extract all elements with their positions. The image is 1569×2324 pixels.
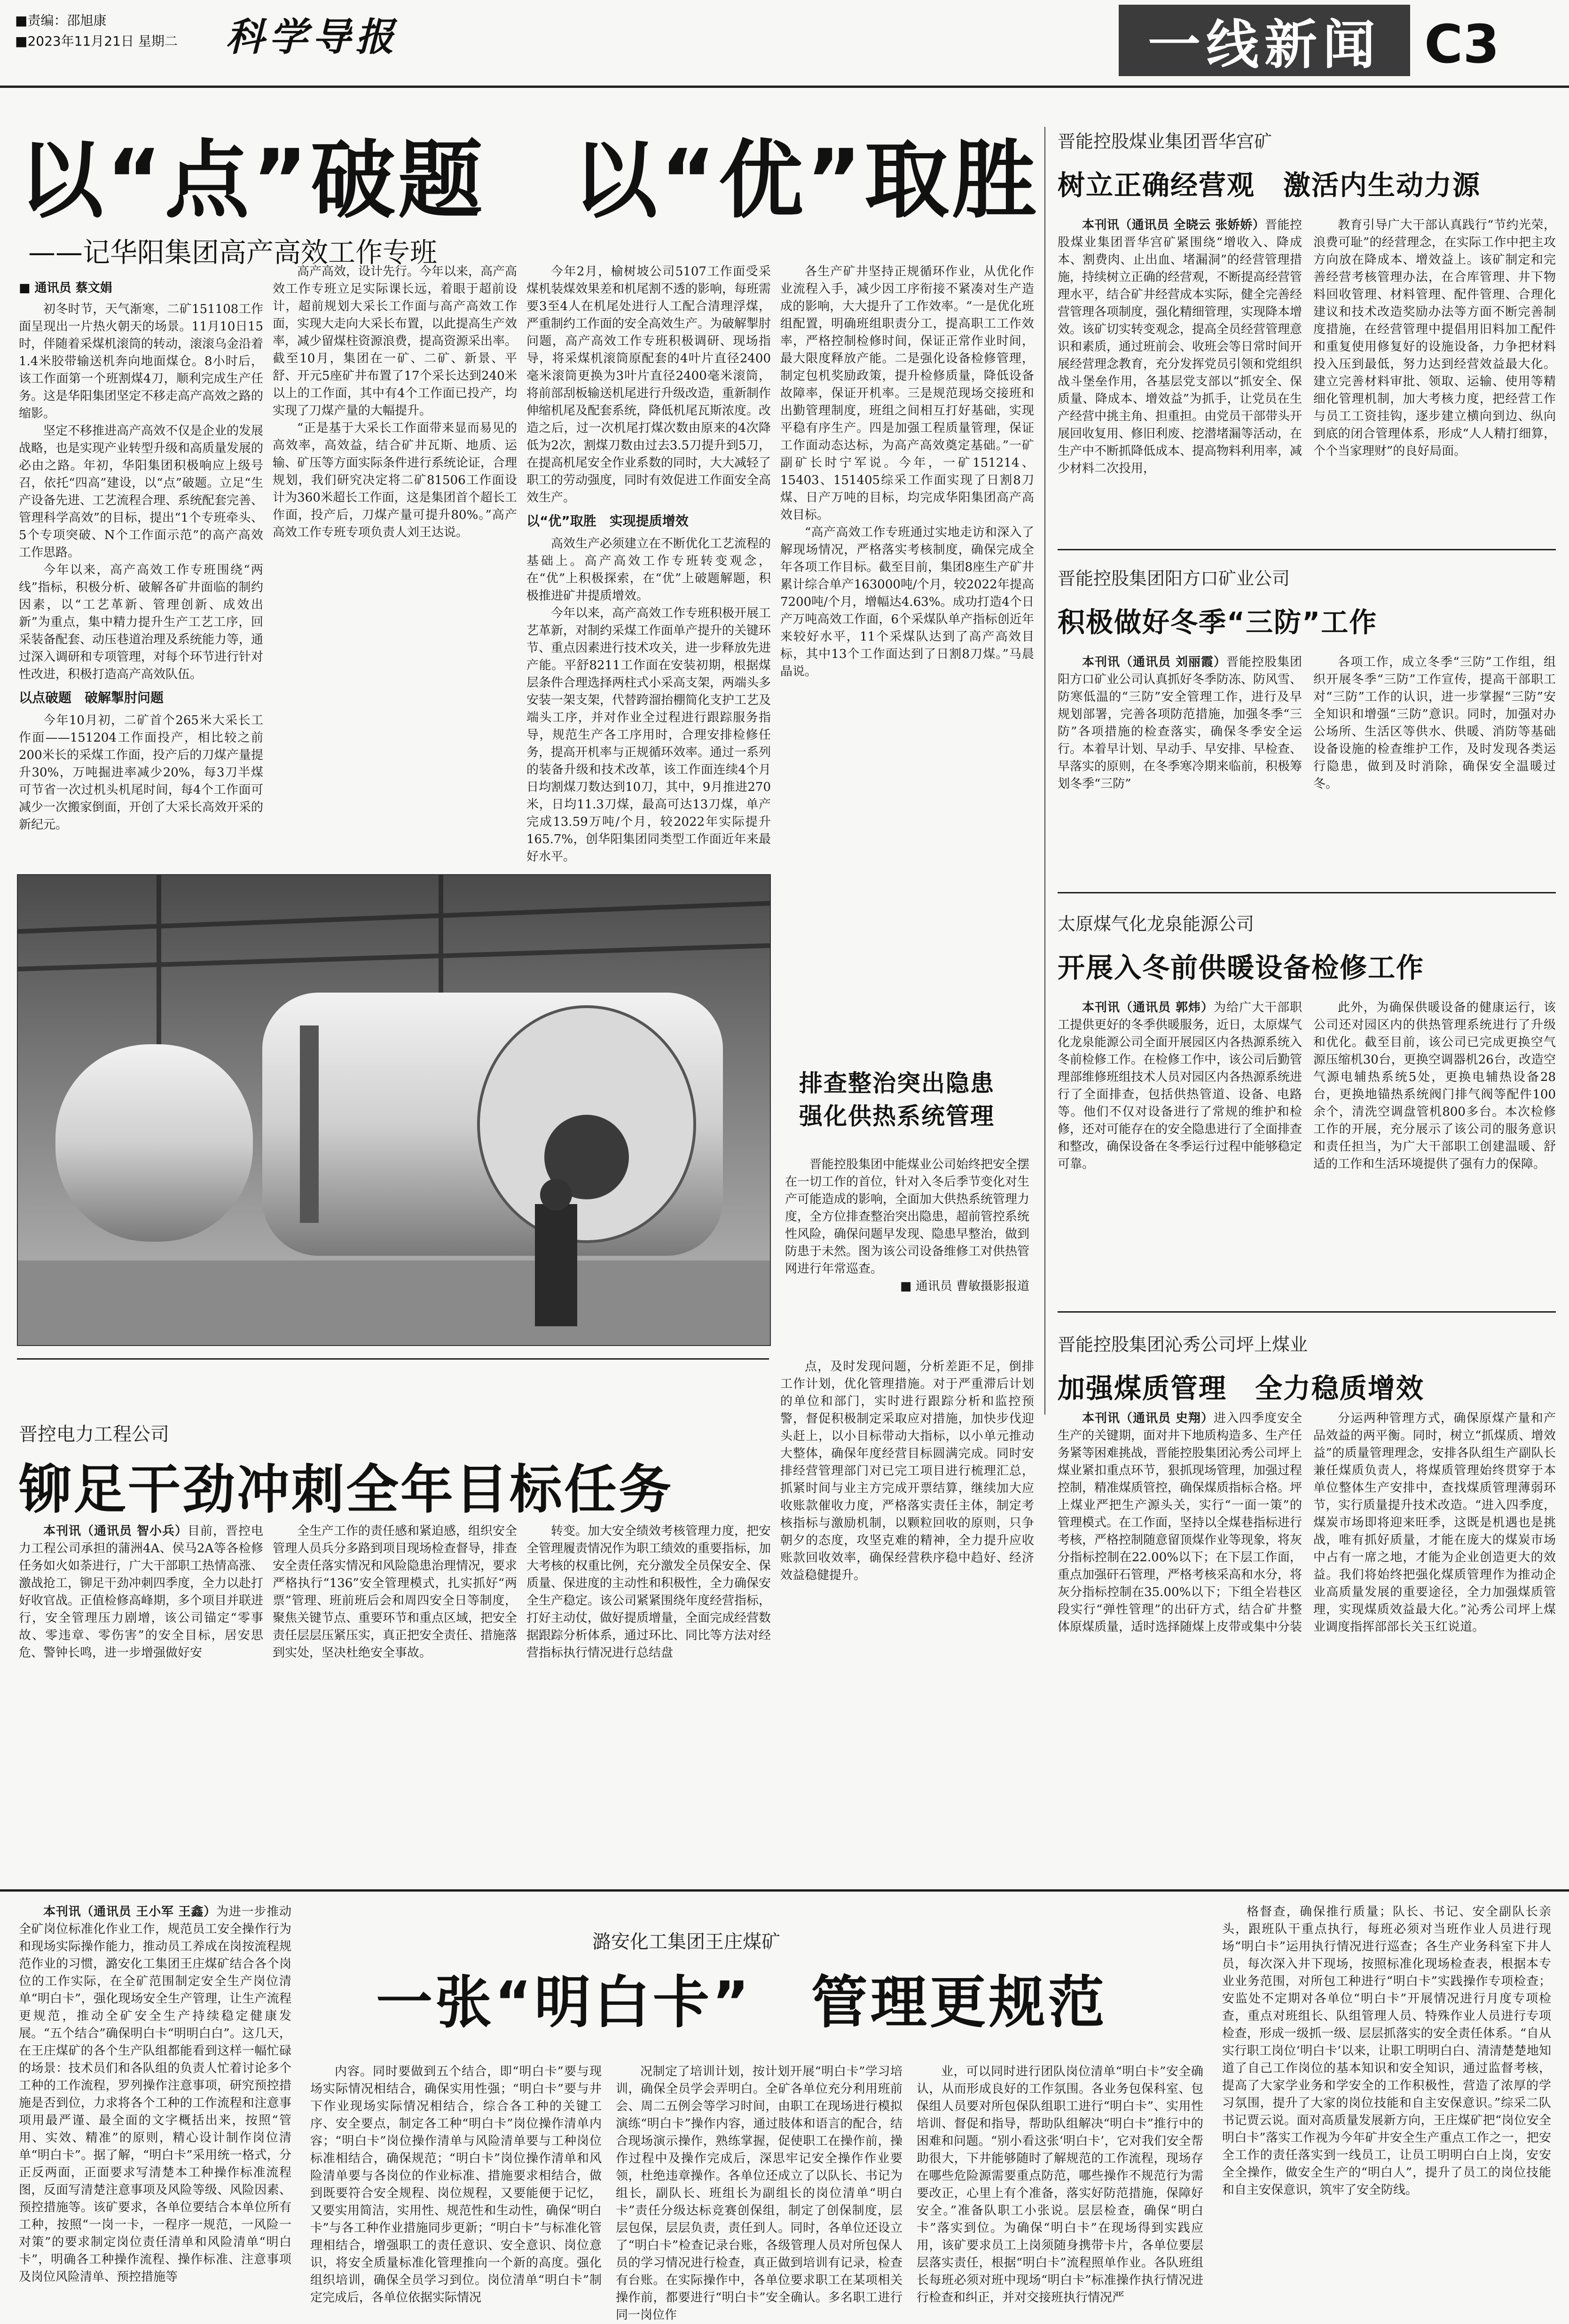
right-article-col: [1313, 217, 1556, 477]
right-article-4: [1058, 1330, 1556, 1420]
right-article-col: [1058, 999, 1302, 1173]
right-article-col: [1058, 654, 1302, 793]
lead-byline: [19, 278, 112, 296]
right-article-byline: 本刊讯（通讯员 郭炜）: [1082, 1001, 1214, 1015]
right-article-title: 加强煤质管理 全力稳质增效: [1058, 1372, 1425, 1404]
lead-col-3: [526, 263, 771, 864]
bottom-top-rule: [0, 1889, 1569, 1892]
bottom-article-text: 业，可以同时进行团队岗位清单“明白卡”安全确认，从而形成良好的工作氛围。各业务包保科室、包保组人员要对所包保队组职工进行“明白卡”、实用性培训、督促和指导，帮助队组解决“明白卡”推行中的困难和问题。“别小看这张‘明白卡’，它对我们安全帮助很大，下井能够随时了解规范的工作流程，现场存在哪些危险源需要重点防范，哪些操作不规范行为需要改正，心里上有个准备，落实好防范措施，保障好安全。”准备队职工小张说。层层检查，确保“明白卡”落实到位。为确保“明白卡”在现场得到实践应用，该矿要求员工上岗须随身携带卡片，各单位要层层落实责任，根据“明白卡”流程照单作业。各队班组长每班必须对班中现场“明白卡”标准操作执行情况进行检查和纠正，并对交接班执行情况严: [917, 2065, 1203, 2305]
bottom-article-title: 一张“明白卡” 管理更规范: [376, 1970, 1107, 2035]
photo-credit-line: [785, 1278, 1029, 1295]
boiler-photo-illustration: [18, 875, 770, 1345]
right-article-1: [1058, 127, 1556, 477]
middle-article-text: 全生产工作的责任感和紧迫感，组织安全管理人员兵分多路到项目现场检查督导，排查安全责任落实情况和风险隐患治理情况，要求严格执行“136”安全管理模式，扎实抓好“两票”管理、班前班后会和周四安全日等制度，聚焦关键节点、重要环节和重点区域，把安全责任层层压紧压实，真正把安全责任、措施落到实处，坚决杜绝安全事故。: [273, 1524, 518, 1660]
right-article-text: 晋能控股集团阳方口矿业公司认真抓好冬季防冻、防风雪、防寒低温的“三防”安全管理工作，进行及早规划部署，完善各项防范措施，加强冬季“三防”各项措施的检查落实，确保冬季安全运行。本着早计划、早动手、早安排、早检查、早落实的原则，在冬季寒冷期来临前，积极筹划冬季“三防”: [1058, 655, 1302, 791]
boiler-photo: [17, 874, 771, 1346]
date-line: [15, 31, 178, 50]
lead-author: 通讯员 蔡文娟: [34, 281, 112, 295]
middle-article-text: 点，及时发现问题，分析差距不足，倒排工作计划，优化管理措施。对于严重滞后计划的单位和部门，实时进行跟踪分析和监控预警，督促积极制定采取应对措施，加快步伐迎头赶上，以小目标带动大指标，以小单元推动大整体，确保年度经营目标圆满完成。同时安排经营管理部门对已完工项目进行梳理汇总，抓紧时间与业主方完成开票结算，继续加大应收账款催收力度，严格落实责任主体，制定考核指标与激励机制，以颗粒回收的原则，只争朝夕的态度，攻坚克难的精神，全力提升应收账款回收效率，确保经营秩序稳中趋好、经济效益稳健提升。: [780, 1360, 1034, 1582]
square-bullet-icon: ■: [19, 281, 31, 295]
right-article-title: 开展入冬前供暖设备检修工作: [1058, 952, 1425, 984]
middle-col-1: [19, 1523, 263, 1880]
lead-paragraph: 高效生产必须建立在不断优化工艺流程的基础上。高产高效工作专班转变观念，在“优”上积极探索，在“优”上破题解题，积极推进矿井提质增效。: [526, 537, 771, 603]
right-article-text: 晋能控股煤业集团晋华宫矿紧围绕“增收入、降成本、割费肉、止出血、堵漏洞”的经营管理措施，持续树立正确的经营观，不断提高经营管理水平，结合矿井经营成本实际，健全完善经营管理各项制度，强化精细管理，实现降本增效。该矿切实转变观念，提高全员经营管理意识和素质，通过班前会、收班会等日常时间开展经营理念教育，充分发挥党员引领和党组织战斗堡垒作用，各基层党支部以“抓安全、保质量、降成本、增效益”为抓手，让党员在生产经营中挑主角、担重担。由党员干部带头开展回收复用、修旧利废、挖潜堵漏等活动，在生产中不断抓降低成本、提高物料利用率，减少材料二次投用，: [1058, 218, 1302, 476]
photo-caption: [785, 1156, 1029, 1295]
lead-paragraph: “正是基于大采长工作面带来显而易见的高效率，高效益，结合矿井瓦斯、地质、运输、矿压等方面实际条件进行系统论证，合理规划，我们研究决定将二矿81506工作面设计为360米超长工作面，这是集团首个超长工作面，投产后，刀煤产量可提升80%。”高产高效工作专班专项负责人刘王达说。: [273, 421, 518, 540]
right-rule-3: [1058, 1311, 1556, 1313]
right-rule-1: [1058, 549, 1556, 550]
middle-article-text: 转变。加大安全绩效考核管理力度，把安全管理履责情况作为职工绩效的重要指标，加大考核的权重比例，充分激发全员保安全、保质量、保进度的主动性和积极性，全力确保安全生产稳定。该公司紧紧围绕年度经营指标，打好主动仗，做好提质增量，全面完成经营数据跟踪分析体系，通过环比、同比等方法对经营指标执行情况进行总结盘: [526, 1524, 771, 1660]
photo-caption-text: 晋能控股集团中能煤业公司始终把安全摆在一切工作的首位，针对入冬后季节变化对生产可能造成的影响，全面加大供热系统管理力度，全方位排查整治突出隐患，超前管控系统性风险，确保问题早发现、隐患早整治，做到防患于未然。图为该公司设备维修工对供热管网进行年常巡查。: [785, 1158, 1030, 1276]
bottom-col-3: [616, 2063, 902, 2322]
middle-article-byline: 本刊讯（通讯员 智小兵）: [43, 1524, 188, 1538]
lead-paragraph: 初冬时节，天气渐寒，二矿151108工作面呈现出一片热火朝天的场景。11月10日15时，伴随着采煤机滚筒的转动，滚滚乌金沿着1.4米胶带输送机奔向地面煤仓。8小时后，该工作面第一个班割煤4刀，顺利完成生产任务。这是华阳集团坚定不移走高产高效之路的缩影。: [19, 302, 264, 421]
middle-col-3: [526, 1523, 771, 1880]
middle-article-text: 目前，晋控电力工程公司承担的蒲洲4A、侯马2A等各检修任务如火如荼进行，广大干部职工热情高涨、激战抢工，铆足干劲冲刺四季度，全力以赴打好收官战。正值检修高峰期，多个项目并联进行，安全管理压力剧增，该公司锚定“零事故、零违章、零伤害”的安全目标，居安思危、警钟长鸣，进一步增强做好安: [19, 1524, 264, 1660]
right-article-byline: 本刊讯（通讯员 全晓云 张娇娇）: [1082, 218, 1265, 232]
page-number: C3: [1424, 14, 1500, 75]
section-banner: [1119, 5, 1410, 76]
lead-paragraph: 坚定不移推进高产高效不仅是企业的发展战略，也是实现产业转型升级和高质量发展的必由之路。年初，华阳集团积极响应上级号召，依托“四高”建设，以“点”破题。立足“生产设备先进、工艺流程合理、系统配套完善、管理科学高效”的目标，提出“1个专班牵头、5个专项突破、N个工作面示范”的高产高效工作思路。: [19, 424, 264, 560]
masthead-rule: [0, 86, 1569, 88]
right-article-2: [1058, 564, 1556, 793]
paper-name: 科学导报: [226, 15, 399, 60]
right-article-text: 进入四季度安全生产的关键期，面对井下地质构造多、生产任务紧等困难挑战，晋能控股集团沁秀公司坪上煤业紧扣重点环节，狠抓现场管理，加强过程控制，精准煤质管控，确保煤质指标合格。坪上煤业严把生产源头关，实行“一面一策”的管理模式。在工作面，坚持以全煤巷指标进行考核，严格控制随意留顶煤作业等现象，将灰分指标控制在22.00%以下；在下层工作面，重点加强矸石管理，严格考核采高和水分，将灰分指标控制在35.00%以下；下组全岩巷区段实行“弹性管理”的出矸方式，结合矿井整体原煤质量，适时选择随煤上皮带或集中分装: [1058, 1411, 1302, 1634]
middle-top-rule: [17, 1358, 769, 1360]
bottom-col-5: [1222, 1903, 1551, 2246]
column-divider: [1044, 127, 1045, 1415]
square-bullet-icon: ■: [15, 13, 28, 28]
bottom-article-text: 格督查，确保推行质量；队长、书记、安全副队长亲头，跟班队干重点执行，每班必须对当班作业人员进行现场“明白卡”运用执行情况进行巡查；各生产业务科室下井人员，每次深入井下现场，按照标准化现场检查表，根据本专业业务范围，对所包工种进行“明白卡”实践操作专项检查；安监处不定期对各单位“明白卡”开展情况进行月度专项检查，重点对班组长、队组管理人员、特殊作业人员进行专项检查，形成一级抓一级、层层抓落实的安全责任体系。“自从实行职工岗位‘明白卡’以来，让职工明明白白、清清楚楚地知道了自己工作岗位的基本知识和安全知识，通过监督考核，提高了大家学业务和学安全的工作积极性，营造了浓厚的学习氛围，提升了大家的岗位技能和自主安保意识。”综采二队书记贾云说。面对高质量发展新方向，王庄煤矿把“岗位安全明白卡”落实工作视为今年矿井安全生产重点工作之一，把安全工作的责任落实到一线员工，让员工明明白白上岗，安安全全操作，做安全生产的“明白人”，提升了员工的岗位技能和自主安保意识，筑牢了安全防线。: [1222, 1905, 1551, 2197]
right-article-col: [1313, 654, 1556, 793]
right-article-kicker: 晋能控股集团沁秀公司坪上煤业: [1058, 1334, 1308, 1355]
lead-paragraph: 今年10月初，二矿首个265米大采长工作面——151204工作面投产，相比较之前200米长的采煤工作面，投产后的刀煤产量提升30%，万吨掘进率减少20%，每3刀半煤可节省一次过机头机尾时间，每4个工作面可减少一次搬家倒面，开创了大采长高效开采的新纪元。: [19, 713, 264, 832]
right-article-text: 各项工作，成立冬季“三防”工作组，组织开展冬季“三防”工作宣传，提高干部职工对“三防”工作的认识，进一步掌握“三防”安全知识和增强“三防”意识。同时，加强对办公场所、生活区等供水、供暖、消防等基础设备设施的检查维护工作，及时发现各类运行隐患，做到及时消除，确保安全温暖过冬。: [1313, 655, 1556, 791]
lead-paragraph: 今年2月，榆树坡公司5107工作面受采煤机装煤效果差和机尾割不透的影响，每班需要3至4人在机尾处进行人工配合清理浮煤，严重制约工作面的安全高效生产。为破解掣肘问题，高产高效工作专班积极调研、现场指导，将采煤机滚筒原配套的4叶片直径2400毫米滚筒更换为3叶片直径2400毫米滚筒，将前部刮板输送机尾进行升级改造，重新制作伸缩机尾及配套系统，降低机尾瓦斯浓度。改造之后，过一次机尾打煤次数由原来的4次降低为2次，割煤刀数由过去3.5刀提升到5刀，在提高机尾安全作业系数的同时，大大减轻了职工的劳动强度，同时有效促进工作面安全高效生产。: [526, 265, 771, 505]
square-bullet-icon: ■: [15, 33, 28, 49]
photo-heading-2: 强化供热系统管理: [799, 1103, 995, 1130]
middle-col-2: [273, 1523, 517, 1880]
editor: 责编：邵旭康: [27, 13, 107, 28]
lead-col-4: [780, 263, 1034, 837]
middle-article-title: 铆足干劲冲刺全年目标任务: [19, 1459, 673, 1520]
issue-date: 2023年11月21日 星期二: [27, 33, 178, 49]
right-article-text: 此外，为确保供暖设备的健康运行，该公司还对园区内的供热管理系统进行了升级和优化。截至目前，该公司已完成更换空气源压缩机30台，更换空调器机26台，改造空气源电辅热系统5处，更换电辅热设备28台，更换地锚热系统阀门排气阀等配件100余个，清洗空调盘管机800多台。本次检修工作的开展，充分展示了该公司的服务意识和责任担当，为广大干部职工创建温暖、舒适的工作和生活环境提供了强有力的保障。: [1313, 1001, 1556, 1171]
right-article-text: 教育引导广大干部认真践行“节约光荣，浪费可耻”的经营理念，在实际工作中把主攻方向放在降成本、增效益上。该矿制定和完善经营考核管理办法，在合库管理、井下物料回收管理、材料管理、配件管理、合理化建议和技术改造奖励办法等方面不断完善制度措施，在经营管理中提倡用旧料加工配件和重复使用修复好的设施设备，力争把材料投入压到最低，努力达到经营效益最大化。建立完善材料审批、领取、运输、使用等精细化管理机制，加大考核力度，把经营工作与员工工资挂钩，逐步建立横向到边、纵向到底的闭合管理体系，形成“人人精打细算，个个当家理财”的良好局面。: [1313, 218, 1556, 458]
lead-paragraph: “高产高效工作专班通过实地走访和深入了解现场情况，严格落实考核制度，确保完成全年各项工作目标。截至目前，集团8座生产矿井累计综合单产163000吨/个月，较2022年提高7200吨/个月，增幅达4.63%。成功打造4个日产万吨高效工作面，6个采煤队单产指标创近年来较好水平，11个采煤队达到了高产高效目标，其中13个工作面达到了日割8刀煤。”马晨晶说。: [780, 525, 1034, 679]
lead-subtitle: ——记华阳集团高产高效工作专班: [28, 236, 438, 268]
editor-line: [15, 10, 106, 29]
right-rule-2: [1058, 892, 1556, 893]
lead-paragraph: 今年以来，高产高效工作专班围绕“两线”指标，积极分析、破解各矿井面临的制约因素，以“工艺革新、管理创新、成效出新”为重点，集中精力提升生产工艺工序，回采装备配套、动压巷道治理及系统能力等，通过深入调研和专项管理，对每个环节进行针对性改进，积极打造高产高效队伍。: [19, 563, 264, 681]
lead-col-1: [19, 301, 263, 837]
bottom-article-text: 况制定了培训计划，按计划开展“明白卡”学习培训，确保全员学会弄明白。全矿各单位充分利用班前会、周二五例会等学习时间，由职工在现场进行模拟演练“明白卡”操作内容，通过肢体和语言的配合，结合现场演示操作，熟练掌握，促使职工在操作前，操作过程中及操作完成后，深思牢记安全操作作业要领，杜绝违章操作。各单位还成立了以队长、书记为组长，副队长、班组长为副组长的岗位清单“明白卡”责任分级达标竞赛创保组，制定了创保制度，层层包保，层层负责，责任到人。同时，各单位还设立了“明白卡”检查记录台账，各级管理人员对所包保人员的学习情况进行检查，真正做到培训有记录，检查有台账。在实际操作中，各单位要求职工在某项相关操作前，都要进行“明白卡”安全确认。多名职工进行同一岗位作: [616, 2065, 902, 2322]
lead-col-2: [273, 263, 517, 837]
section-title: 一线新闻: [1148, 14, 1381, 76]
bottom-article-text: 为进一步推动全矿岗位标准化作业工作，规范员工安全操作行为和现场实际操作能力，推动员工养成在岗按流程规范作业的习惯，潞安化工集团王庄煤矿结合各个岗位的工作实际，在全矿范围制定安全生产岗位清单“明白卡”，强化现场安全生产管理，让生产流程更规范，推动全矿安全生产持续稳定健康发展。“五个结合”确保明白卡“明明白白”。这几天，在王庄煤矿的各个生产队组都能看到这样一幅忙碌的场景：技术员们和各队组的负责人忙着讨论多个工种的工作流程，罗列操作注意事项，研究预控措施是否到位，力求将各个工种的工作流程和注意事项用最严谨、最全面的文字概括出来，按照“管用、实效、精准”的原则，精心设计制作岗位清单“明白卡”。据了解，“明白卡”采用统一格式，分正反两面，正面要求写清楚本工种操作标准流程图，反面写清楚注意事项及风险等级、风险因素、预控措施等。该矿要求，各单位要结合本单位所有工种，按照“一岗一卡，一程序一规范，一风险一对策”的要求制定岗位责任清单和风险清单“明白卡”，明确各工种操作流程、操作标准、注意事项及岗位风险清单、预控措施等: [19, 1905, 291, 2284]
lead-subhead-2: 以“优”取胜 实现提质增效: [526, 513, 689, 529]
bottom-article-text: 内容。同时要做到五个结合，即“明白卡”要与现场实际情况相结合，确保实用性强；“明白卡”要与井下作业现场实际情况相结合，综合各工种的关键工序、安全要点，制定各工种“明白卡”岗位操作清单内容；“明白卡”岗位操作清单与风险清单要与工种岗位标准相结合，确保规范；“明白卡”岗位操作清单和风险清单要与各岗位的作业标准、措施要求相结合，做到既要符合安全规程、岗位规程，又要能便于记忆，又要实用简洁，实用性、规范性和生动性，确保“明白卡”与各工种作业措施同步更新；“明白卡”与标准化管理相结合，增强职工的责任意识、安全意识、岗位意识，将安全质量标准化管理推向一个新的高度。强化组织培训，确保全员学习到位。岗位清单“明白卡”制定完成后，各单位依据实际情况: [310, 2065, 602, 2305]
right-article-text: 分运两种管理方式，确保原煤产量和产品效益的两平衡。同时，树立“抓煤质、增效益”的质量管理理念，安排各队组生产副队长兼任煤质负责人，将煤质管理始终贯穿于本单位整体生产安排中，查找煤质管理薄弱环节，实行质量提升技术改造。“进入四季度，煤炭市场即将迎来旺季，这既是机遇也是挑战，唯有抓好质量，才能在庞大的煤炭市场中占有一席之地，才能为企业创造更大的效益。我们将始终把强化煤质管理作为推动企业高质量发展的重要途径，全力加强煤质管理，实现煤质效益最大化。”沁秀公司坪上煤业调度指挥部部长关玉红说道。: [1313, 1411, 1556, 1634]
photo-heading-1: 排查整治突出隐患: [799, 1070, 995, 1097]
bottom-col-2: [310, 2063, 602, 2305]
bottom-col-1: [19, 1903, 291, 2284]
square-bullet-icon: ■: [900, 1279, 912, 1293]
right-article-4-col-2: [1313, 1410, 1556, 1880]
lead-title: 以“点”破题 以“优”取胜: [19, 132, 1040, 230]
right-article-kicker: 太原煤气化龙泉能源公司: [1058, 914, 1255, 934]
right-article-kicker: 晋能控股集团阳方口矿业公司: [1058, 568, 1290, 589]
lead-paragraph: 今年以来，高产高效工作专班积极开展工艺革新，对制约采煤工作面单产提升的关键环节、重点因素进行技术攻关，进一步释放先进产能。平舒8211工作面在安装初期，根据煤层条件合理选择两柱式小采高支架，两端头多安装一架支架，代替跨溜抬棚简化支护工艺及端头工序，并对作业全过程进行跟踪服务指导，规范生产各工序用时，合理安排检修任务，提高开机率与正规循环效率。通过一系列的装备升级和技术改革，该工作面连续4个月日均割煤刀数达到10刀，其中，9月推进270米，日均11.3刀煤，最高可达13刀煤，单产完成13.59万吨/个月，较2022年实际提升165.7%，创华阳集团同类型工作面近年来最好水平。: [526, 606, 771, 864]
right-article-kicker: 晋能控股煤业集团晋华宫矿: [1058, 131, 1272, 152]
right-article-byline: 本刊讯（通讯员 刘丽霞）: [1082, 655, 1226, 669]
right-article-col: [1058, 217, 1302, 477]
right-article-title: 树立正确经营观 激活内生动力源: [1058, 169, 1481, 201]
bottom-article-byline: 本刊讯（通讯员 王小军 王鑫）: [43, 1905, 217, 1919]
right-article-title: 积极做好冬季“三防”工作: [1058, 606, 1378, 638]
middle-article-kicker: 晋控电力工程公司: [19, 1424, 169, 1445]
middle-col-4: [780, 1358, 1034, 1880]
lead-paragraph: 高产高效，设计先行。今年以来，高产高效工作专班立足实际课长远，着眼于超前设计，超前规划大采长工作面与高产高效工作面，实现大走向大采长布置，以此提高生产效率，减少留煤柱资源浪费，提高资源采出率。截至10月，集团在一矿、二矿、新景、平舒、开元5座矿井布置了17个采长达到240米以上的工作面，其中有4个工作面已投产，均实现了刀煤产量的大幅提升。: [273, 265, 518, 418]
right-article-byline: 本刊讯（通讯员 史翔）: [1082, 1411, 1214, 1425]
photo-credit: 通讯员 曹敏摄影报道: [915, 1279, 1029, 1293]
lead-paragraph: 各生产矿井坚持正规循环作业，从优化作业流程入手，减少因工序衔接不紧凑对生产造成的影响，大大提升了工作效率。“一是优化班组配置，明确班组职责分工，提高职工工作效率，严格控制检修时间，保证正常作业时间，最大限度释放产能。二是强化设备检修管理，制定包机奖励政策，提升检修质量，降低设备故障率，保证开机率。三是规范现场交接班和出勤管理制度，班组之间相互打好基础，实现平稳有序生产。四是加强工程质量管理，保证工作面动态达标，为高产高效奠定基础。”一矿副矿长时宁军说。今年，一矿151214、15403、151405综采工作面实现了日割8刀煤、日产万吨的目标，均完成华阳集团高产高效目标。: [780, 265, 1034, 522]
right-article-col: [1313, 999, 1556, 1173]
right-article-4-col-1: [1058, 1410, 1302, 1880]
bottom-article-kicker: 潞安化工集团王庄煤矿: [592, 1931, 780, 1953]
right-article-3: [1058, 909, 1556, 1173]
bottom-col-4: [917, 2063, 1203, 2305]
lead-subhead-1: 以点破题 破解掣肘问题: [19, 690, 164, 705]
right-article-text: 为给广大干部职工提供更好的冬季供暖服务，近日，太原煤气化龙泉能源公司全面开展园区内各热源系统入冬前检修工作。在检修工作中，该公司后勤管理部维修班组技术人员对园区内各热源系统进行了全面排查，包括供热管道、设备、电路等。他们不仅对设备进行了常规的维护和检修，还对可能存在的安全隐患进行了全面排查和整改，确保设备在冬季运行过程中能够稳定可靠。: [1058, 1001, 1302, 1171]
